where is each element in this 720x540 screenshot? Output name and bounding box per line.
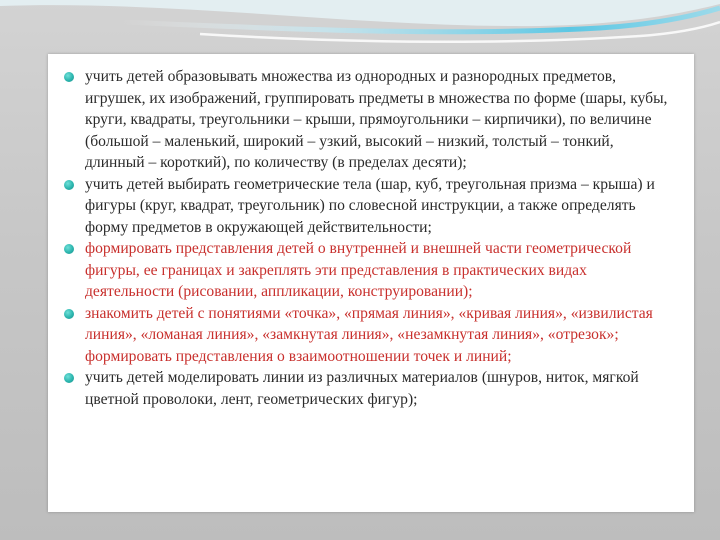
bullet-item-4 <box>64 303 676 368</box>
content-panel <box>48 54 694 512</box>
bullet-item-5 <box>64 367 676 410</box>
bullet-text: учить детей моделировать линии из различных материалов (шнуров, ниток, мягкой цветной проволоки, лент, геометрических фигур); <box>85 369 639 408</box>
bullet-icon <box>64 244 74 254</box>
bullet-text: учить детей образовывать множества из однородных и разнородных предметов, игрушек, их изображений, группировать предметы в множества по форме (шары, кубы, круги, квадраты, треугольники – крыши, прямоугольники – кирпичики), по величине (большой – маленький, широкий – узкий, высокий – низкий, толстый – тонкий, длинный – короткий), по количеству (в пределах десяти); <box>85 68 668 171</box>
bullet-icon <box>64 373 74 383</box>
bullet-text: учить детей выбирать геометрические тела (шар, куб, треугольная призма – крыша) и фигуры (круг, квадрат, треугольник) по словесной инструкции, а также определять форму предметов в окружающей действительности; <box>85 175 655 236</box>
bullet-icon <box>64 72 74 82</box>
bullet-item-3 <box>64 238 676 303</box>
bullet-list <box>48 54 694 410</box>
decorative-swoosh <box>0 0 720 60</box>
bullet-item-2 <box>64 174 676 239</box>
bullet-text: знакомить детей с понятиями «точка», «прямая линия», «кривая линия», «извилистая линия», «ломаная линия», «замкнутая линия», «незамкнутая линия», «отрезок»; формировать представления о взаимоотношении точек и линий; <box>85 304 653 365</box>
bullet-item-1 <box>64 66 676 174</box>
bullet-icon <box>64 309 74 319</box>
bullet-text: формировать представления детей о внутренней и внешней части геометрической фигуры, ее границах и закреплять эти представления в практических видах деятельности (рисовании, аппликации, конструировании); <box>85 240 632 300</box>
bullet-icon <box>64 180 74 190</box>
